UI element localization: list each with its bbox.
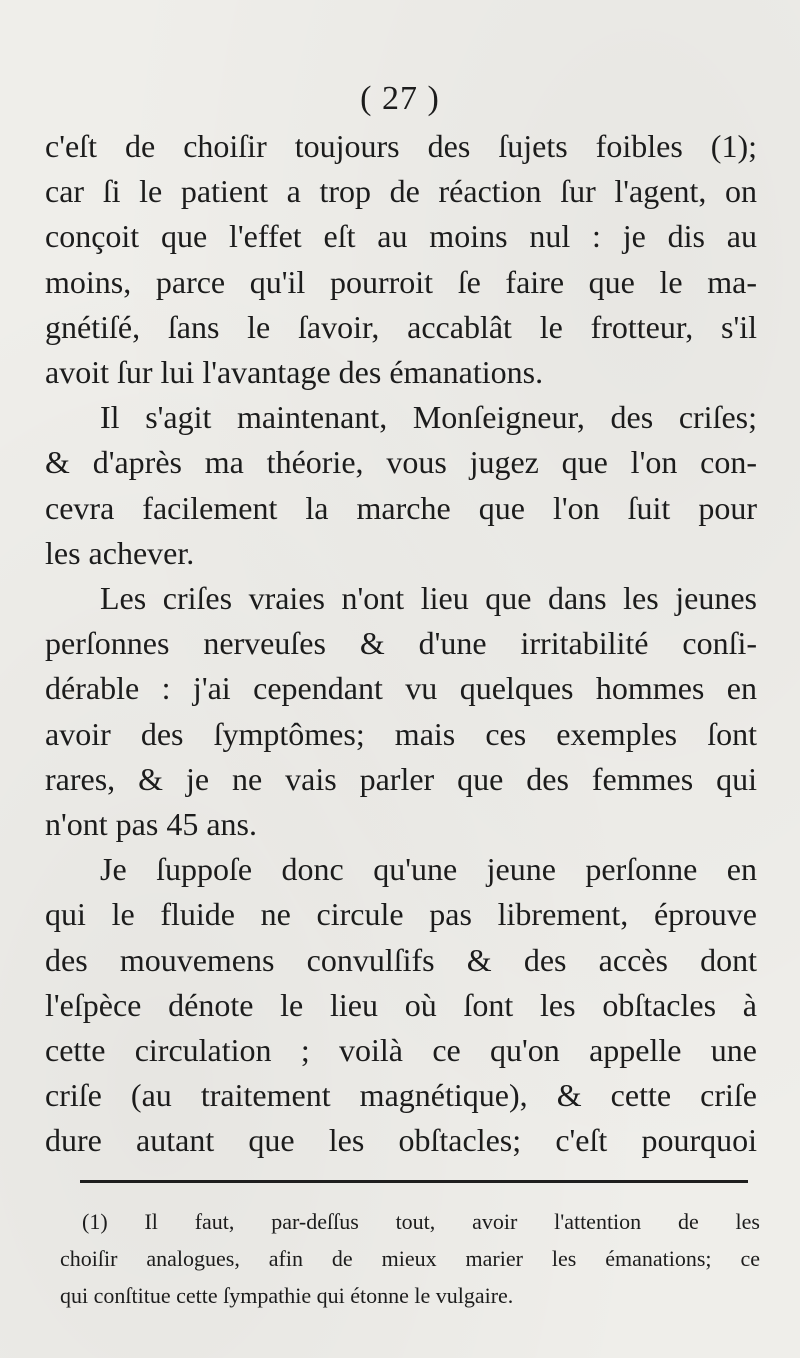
paragraph bbox=[45, 395, 757, 576]
text-line: gnétiſé, ſans le ſavoir, accablât le frotteur, s'il bbox=[45, 308, 757, 345]
text-line: conçoit que l'effet eſt au moins nul : je dis au bbox=[45, 218, 757, 255]
text-line: les achever. bbox=[45, 534, 195, 571]
text-line: cevra facilement la marche que l'on ſuit pour bbox=[45, 489, 757, 526]
footnote-line: (1) Il faut, par-deſſus tout, avoir l'attention de les bbox=[82, 1209, 760, 1234]
text-line: c'eſt de choiſir toujours des ſujets foibles (1); bbox=[45, 128, 757, 164]
text-line: car ſi le patient a trop de réaction ſur l'agent, on bbox=[45, 173, 757, 210]
text-line: Je ſuppoſe donc qu'une jeune perſonne en bbox=[100, 851, 757, 888]
text-line: Les criſes vraies n'ont lieu que dans les jeunes bbox=[100, 580, 757, 617]
paragraph bbox=[45, 124, 757, 395]
page-number: ( 27 ) bbox=[360, 80, 440, 117]
text-line: des mouvemens convulſifs & des accès dont bbox=[45, 941, 757, 978]
footnote bbox=[60, 1203, 760, 1314]
text-line: dure autant que les obſtacles; c'eſt pourquoi bbox=[45, 1122, 757, 1159]
text-line: criſe (au traitement magnétique), & cette criſe bbox=[45, 1077, 757, 1114]
footnote-divider bbox=[80, 1180, 748, 1183]
paragraph bbox=[45, 576, 757, 847]
text-line: avoir des ſymptômes; mais ces exemples ſont bbox=[45, 715, 757, 752]
text-line: moins, parce qu'il pourroit ſe faire que le ma- bbox=[45, 263, 757, 300]
footnote-line: qui conſtitue cette ſympathie qui étonne le vulgaire. bbox=[60, 1283, 514, 1308]
text-line: dérable : j'ai cependant vu quelques hommes en bbox=[45, 670, 757, 707]
text-line: perſonnes nerveuſes & d'une irritabilité conſi- bbox=[45, 625, 757, 662]
body-text bbox=[45, 124, 757, 1164]
text-line: & d'après ma théorie, vous jugez que l'on con- bbox=[45, 444, 757, 481]
text-line: l'eſpèce dénote le lieu où ſont les obſtacles à bbox=[45, 986, 757, 1023]
text-line: avoit ſur lui l'avantage des émanations. bbox=[45, 354, 544, 391]
text-line: rares, & je ne vais parler que des femmes qui bbox=[45, 760, 757, 797]
text-line: Il s'agit maintenant, Monſeigneur, des criſes; bbox=[100, 399, 757, 436]
paragraph bbox=[45, 847, 757, 1163]
text-line: qui le fluide ne circule pas librement, éprouve bbox=[45, 896, 757, 933]
text-line: n'ont pas 45 ans. bbox=[45, 806, 257, 843]
text-line: cette circulation ; voilà ce qu'on appelle une bbox=[45, 1032, 757, 1069]
footnote-line: choiſir analogues, afin de mieux marier les émanations; ce bbox=[60, 1246, 760, 1271]
